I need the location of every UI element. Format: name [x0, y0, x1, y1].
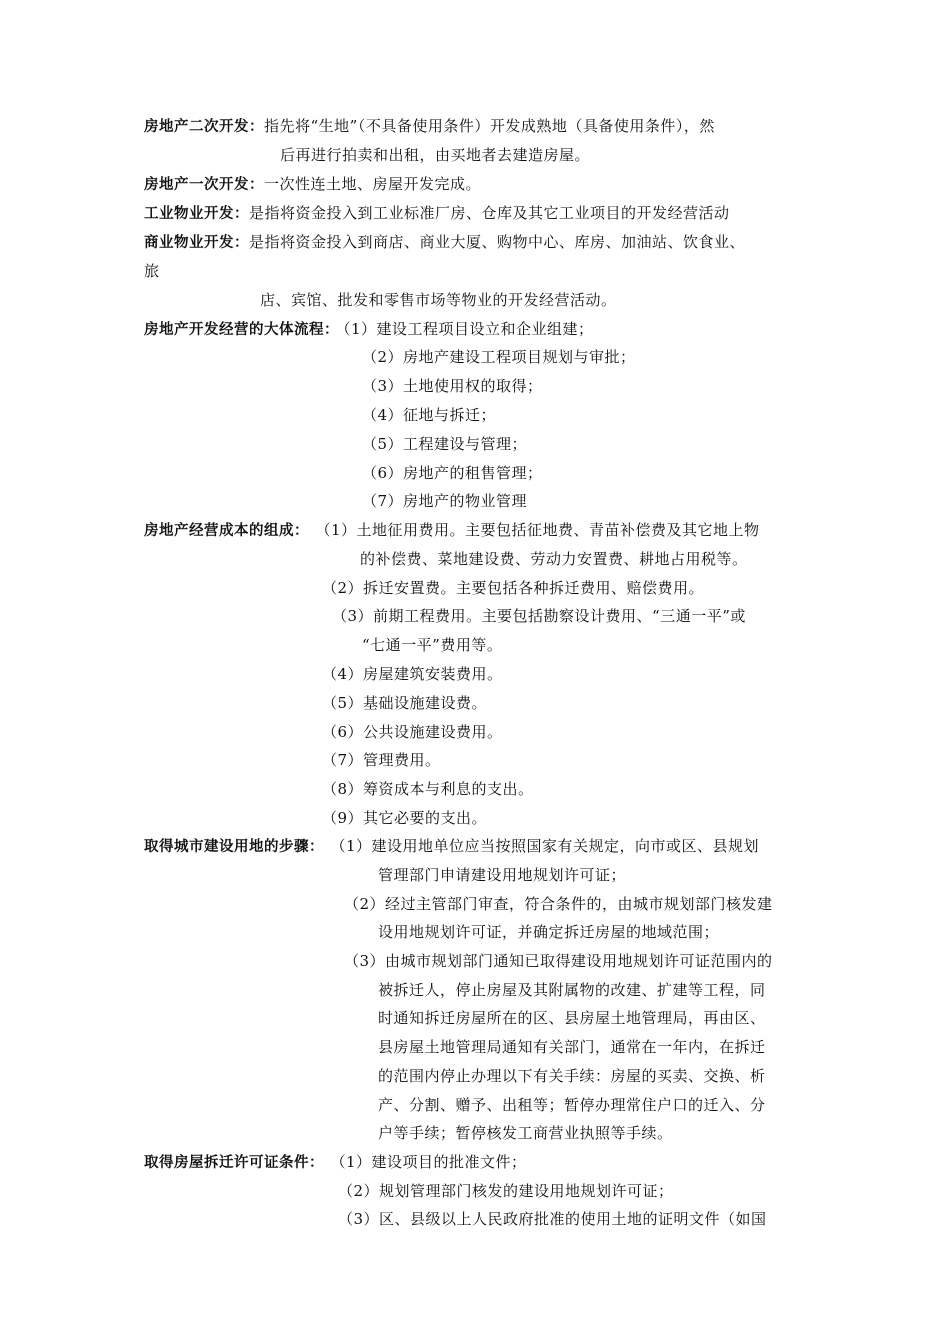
process-step: （7）房地产的物业管理: [362, 492, 528, 510]
land-step-continuation: 户等手续；暂停核发工商营业执照等手续。: [378, 1124, 673, 1142]
cost-item-continuation: 的补偿费、菜地建设费、劳动力安置费、耕地占用税等。: [360, 550, 748, 568]
permit-condition: （2）规划管理部门核发的建设用地规划许可证；: [338, 1182, 674, 1200]
cost-item: （8）筹资成本与利息的支出。: [322, 780, 534, 798]
process-step: （4）征地与拆迁；: [362, 406, 497, 424]
definition-text: 指先将“生地”（不具备使用条件）开发成熟地（具备使用条件），然: [264, 117, 715, 135]
term-label: 取得城市建设用地的步骤：: [144, 839, 324, 855]
cost-item: （4）房屋建筑安装费用。: [322, 665, 503, 683]
cost-item: （3）前期工程费用。主要包括勘察设计费用、“三通一平”或: [332, 607, 746, 625]
land-step: （2）经过主管部门审查，符合条件的，由城市规划部门核发建: [344, 895, 773, 913]
land-step: （1）建设用地单位应当按照国家有关规定，向市或区、县规划: [338, 837, 760, 855]
cost-item: （6）公共设施建设费用。: [322, 723, 503, 741]
definition-continuation: 后再进行拍卖和出租，由买地者去建造房屋。: [280, 146, 591, 164]
land-step-continuation: 时通知拆迁房屋所在的区、县房屋土地管理局，再由区、: [378, 1009, 766, 1027]
process-step: （6）房地产的租售管理；: [362, 464, 543, 482]
permit-condition: （3）区、县级以上人民政府批准的使用土地的证明文件（如国: [338, 1210, 767, 1228]
process-step: （3）土地使用权的取得；: [362, 377, 543, 395]
cost-item: （1）土地征用费用。主要包括征地费、青苗补偿费及其它地上物: [323, 521, 760, 539]
definition-text: 是指将资金投入到工业标准厂房、仓库及其它工业项目的开发经营活动: [249, 204, 730, 222]
land-step-continuation: 县房屋土地管理局通知有关部门，通常在一年内，在拆迁: [378, 1038, 766, 1056]
cost-item-continuation: “七通一平”费用等。: [362, 636, 503, 654]
term-industrial-property: [144, 203, 730, 224]
cost-item: （2）拆迁安置费。主要包括各种拆迁费用、赔偿费用。: [322, 579, 705, 597]
term-label: 房地产开发经营的大体流程：: [144, 322, 339, 338]
term-label: 房地产二次开发：: [144, 119, 264, 135]
definition-text: 一次性连土地、房屋开发完成。: [264, 175, 482, 193]
cost-item: （9）其它必要的支出。: [322, 809, 488, 827]
process-step: （1）建设工程项目设立和企业组建；: [343, 320, 594, 338]
land-step: （3）由城市规划部门通知已取得建设用地规划许可证范围内的: [344, 952, 773, 970]
cost-item: （5）基础设施建设费。: [322, 694, 488, 712]
land-step-continuation: 被拆迁人，停止房屋及其附属物的改建、扩建等工程，同: [378, 981, 766, 999]
permit-condition: （1）建设项目的批准文件；: [338, 1153, 527, 1171]
land-step-continuation: 产、分割、赠予、出租等；暂停办理常住户口的迁入、分: [378, 1096, 766, 1114]
process-step: （2）房地产建设工程项目规划与审批；: [362, 348, 636, 366]
term-primary-development: [144, 174, 481, 195]
term-commercial-property: [144, 232, 745, 253]
term-label: 工业物业开发：: [144, 206, 249, 222]
land-steps-heading: [144, 836, 759, 857]
demolition-permit-heading: [144, 1152, 527, 1173]
definition-wrap: 旅: [144, 262, 160, 280]
process-heading: [144, 319, 594, 340]
land-step-continuation: 设用地规划许可证，并确定拆迁房屋的地域范围；: [378, 923, 720, 941]
term-label: 取得房屋拆迁许可证条件：: [144, 1155, 324, 1171]
term-label: 房地产经营成本的组成：: [144, 523, 309, 539]
term-label: 商业物业开发：: [144, 235, 249, 251]
process-step: （5）工程建设与管理；: [362, 435, 528, 453]
term-secondary-development: [144, 116, 715, 137]
costs-heading: [144, 520, 760, 541]
term-label: 房地产一次开发：: [144, 177, 264, 193]
land-step-continuation: 管理部门申请建设用地规划许可证；: [378, 866, 627, 884]
definition-text: 是指将资金投入到商店、商业大厦、购物中心、库房、加油站、饮食业、: [249, 233, 746, 251]
definition-continuation: 店、宾馆、批发和零售市场等物业的开发经营活动。: [260, 291, 617, 309]
land-step-continuation: 的范围内停止办理以下有关手续：房屋的买卖、交换、析: [378, 1067, 766, 1085]
cost-item: （7）管理费用。: [322, 751, 441, 769]
